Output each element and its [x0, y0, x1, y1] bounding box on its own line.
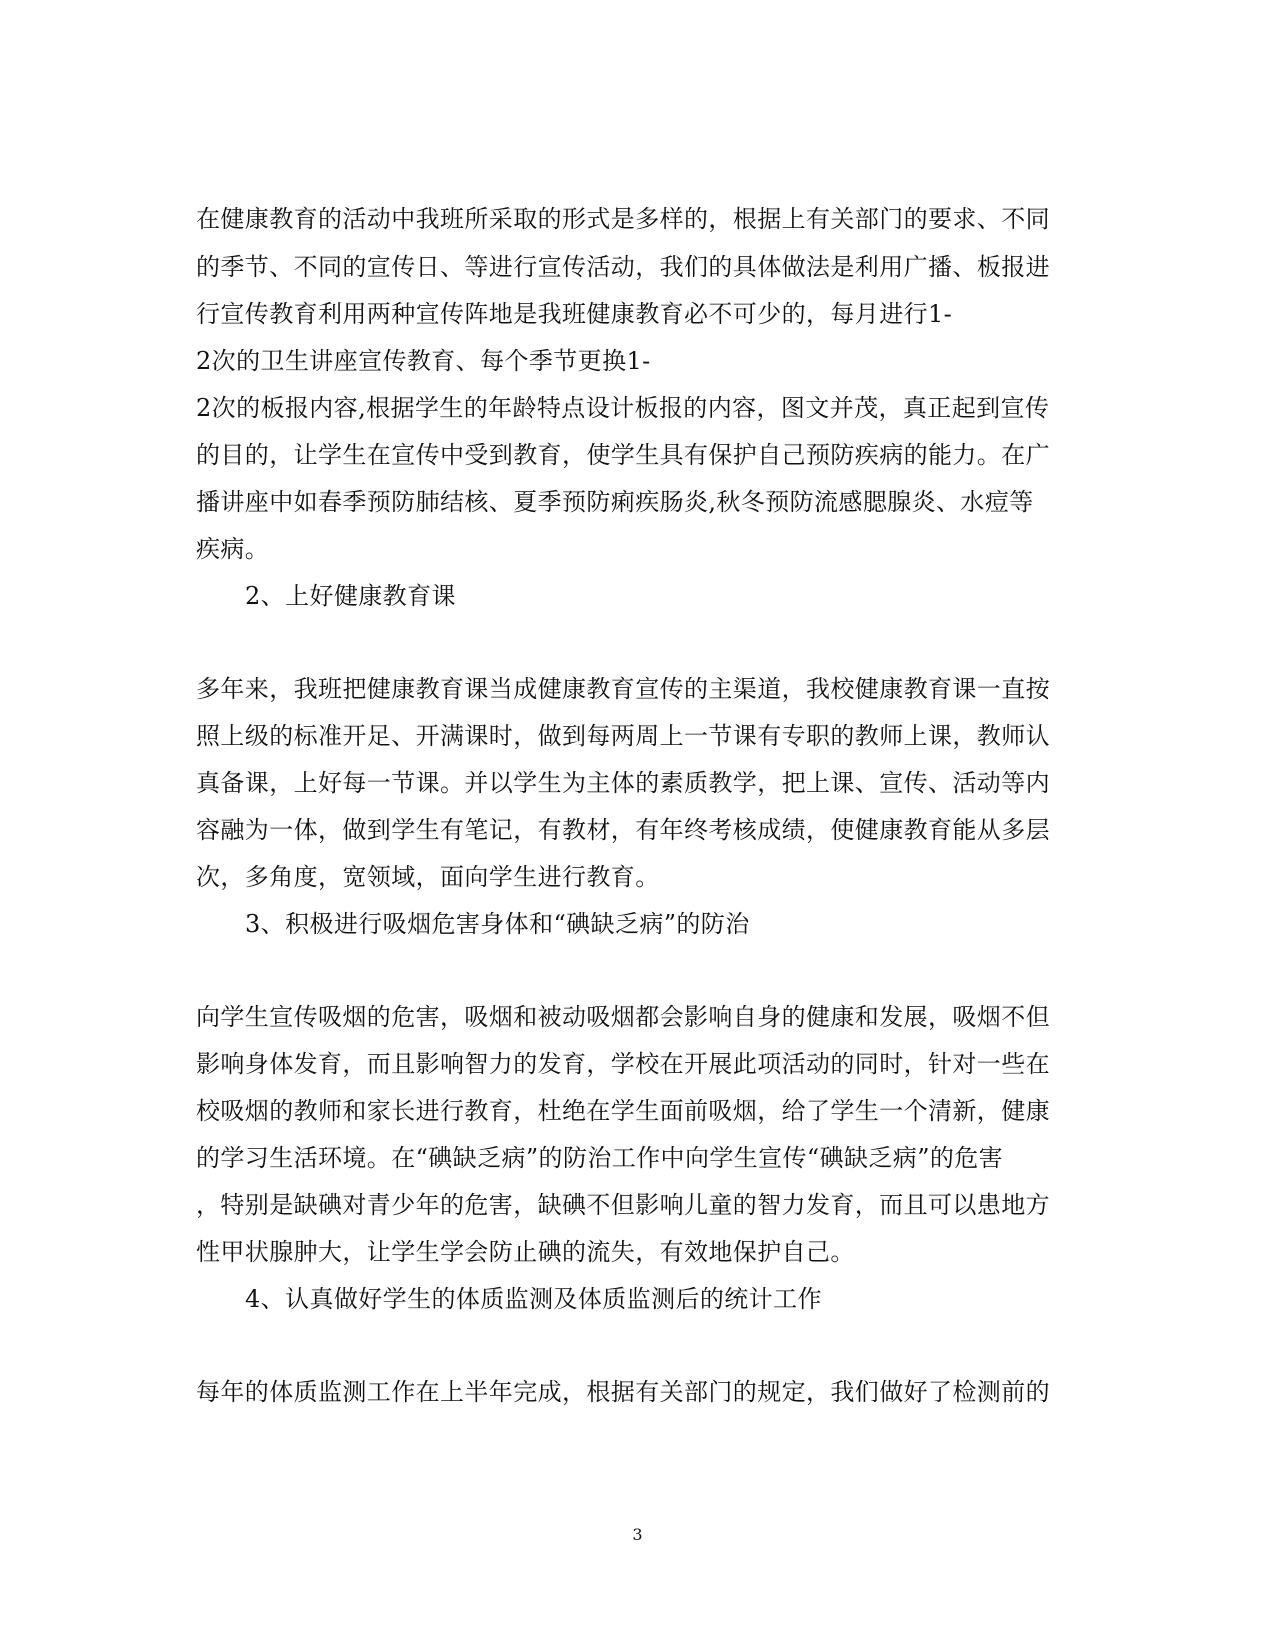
paragraph-1-line-4: 2次的卫生讲座宣传教育、每个季节更换1- — [196, 347, 651, 375]
paragraph-1-line-3: 行宣传教育利用两种宣传阵地是我班健康教育必不可少的，每月进行1- — [196, 300, 953, 328]
paragraph-3-line-6: 性甲状腺肿大，让学生学会防止碘的流失，有效地保护自己。 — [196, 1238, 855, 1266]
section-heading-2: 2、上好健康教育课 — [245, 582, 456, 610]
paragraph-1-line-1: 在健康教育的活动中我班所采取的形式是多样的，根据上有关部门的要求、不同 — [196, 205, 1050, 233]
section-heading-3: 3、积极进行吸烟危害身体和“碘缺乏病”的防治 — [245, 910, 750, 938]
paragraph-2-line-4: 容融为一体，做到学生有笔记，有教材，有年终考核成绩，使健康教育能从多层 — [196, 816, 1050, 844]
paragraph-1-line-7: 播讲座中如春季预防肺结核、夏季预防痢疾肠炎,秋冬预防流感腮腺炎、水痘等 — [196, 488, 1034, 516]
paragraph-3-line-2: 影响身体发育，而且影响智力的发育，学校在开展此项活动的同时，针对一些在 — [196, 1050, 1050, 1078]
paragraph-1-line-2: 的季节、不同的宣传日、等进行宣传活动，我们的具体做法是利用广播、板报进 — [196, 253, 1050, 281]
paragraph-3-line-1: 向学生宣传吸烟的危害，吸烟和被动吸烟都会影响自身的健康和发展，吸烟不但 — [196, 1003, 1050, 1031]
paragraph-4-line-1: 每年的体质监测工作在上半年完成，根据有关部门的规定，我们做好了检测前的 — [196, 1378, 1050, 1406]
paragraph-2-line-5: 次，多角度，宽领域，面向学生进行教育。 — [196, 863, 660, 891]
section-heading-4: 4、认真做好学生的体质监测及体质监测后的统计工作 — [245, 1285, 822, 1313]
paragraph-1-line-6: 的目的，让学生在宣传中受到教育，使学生具有保护自己预防疾病的能力。在广 — [196, 441, 1050, 469]
paragraph-2-line-1: 多年来，我班把健康教育课当成健康教育宣传的主渠道，我校健康教育课一直按 — [196, 675, 1050, 703]
paragraph-1-line-8: 疾病。 — [196, 535, 270, 563]
paragraph-2-line-3: 真备课，上好每一节课。并以学生为主体的素质教学，把上课、宣传、活动等内 — [196, 769, 1050, 797]
page-number: 3 — [632, 1525, 643, 1544]
paragraph-3-line-4: 的学习生活环境。在“碘缺乏病”的防治工作中向学生宣传“碘缺乏病”的危害 — [196, 1144, 1004, 1172]
paragraph-3-line-5: ，特别是缺碘对青少年的危害，缺碘不但影响儿童的智力发育，而且可以患地方 — [196, 1191, 1050, 1219]
paragraph-1-line-5: 2次的板报内容,根据学生的年龄特点设计板报的内容，图文并茂，真正起到宣传 — [196, 394, 1050, 422]
paragraph-2-line-2: 照上级的标准开足、开满课时，做到每两周上一节课有专职的教师上课，教师认 — [196, 722, 1050, 750]
paragraph-3-line-3: 校吸烟的教师和家长进行教育，杜绝在学生面前吸烟，给了学生一个清新，健康 — [196, 1097, 1050, 1125]
